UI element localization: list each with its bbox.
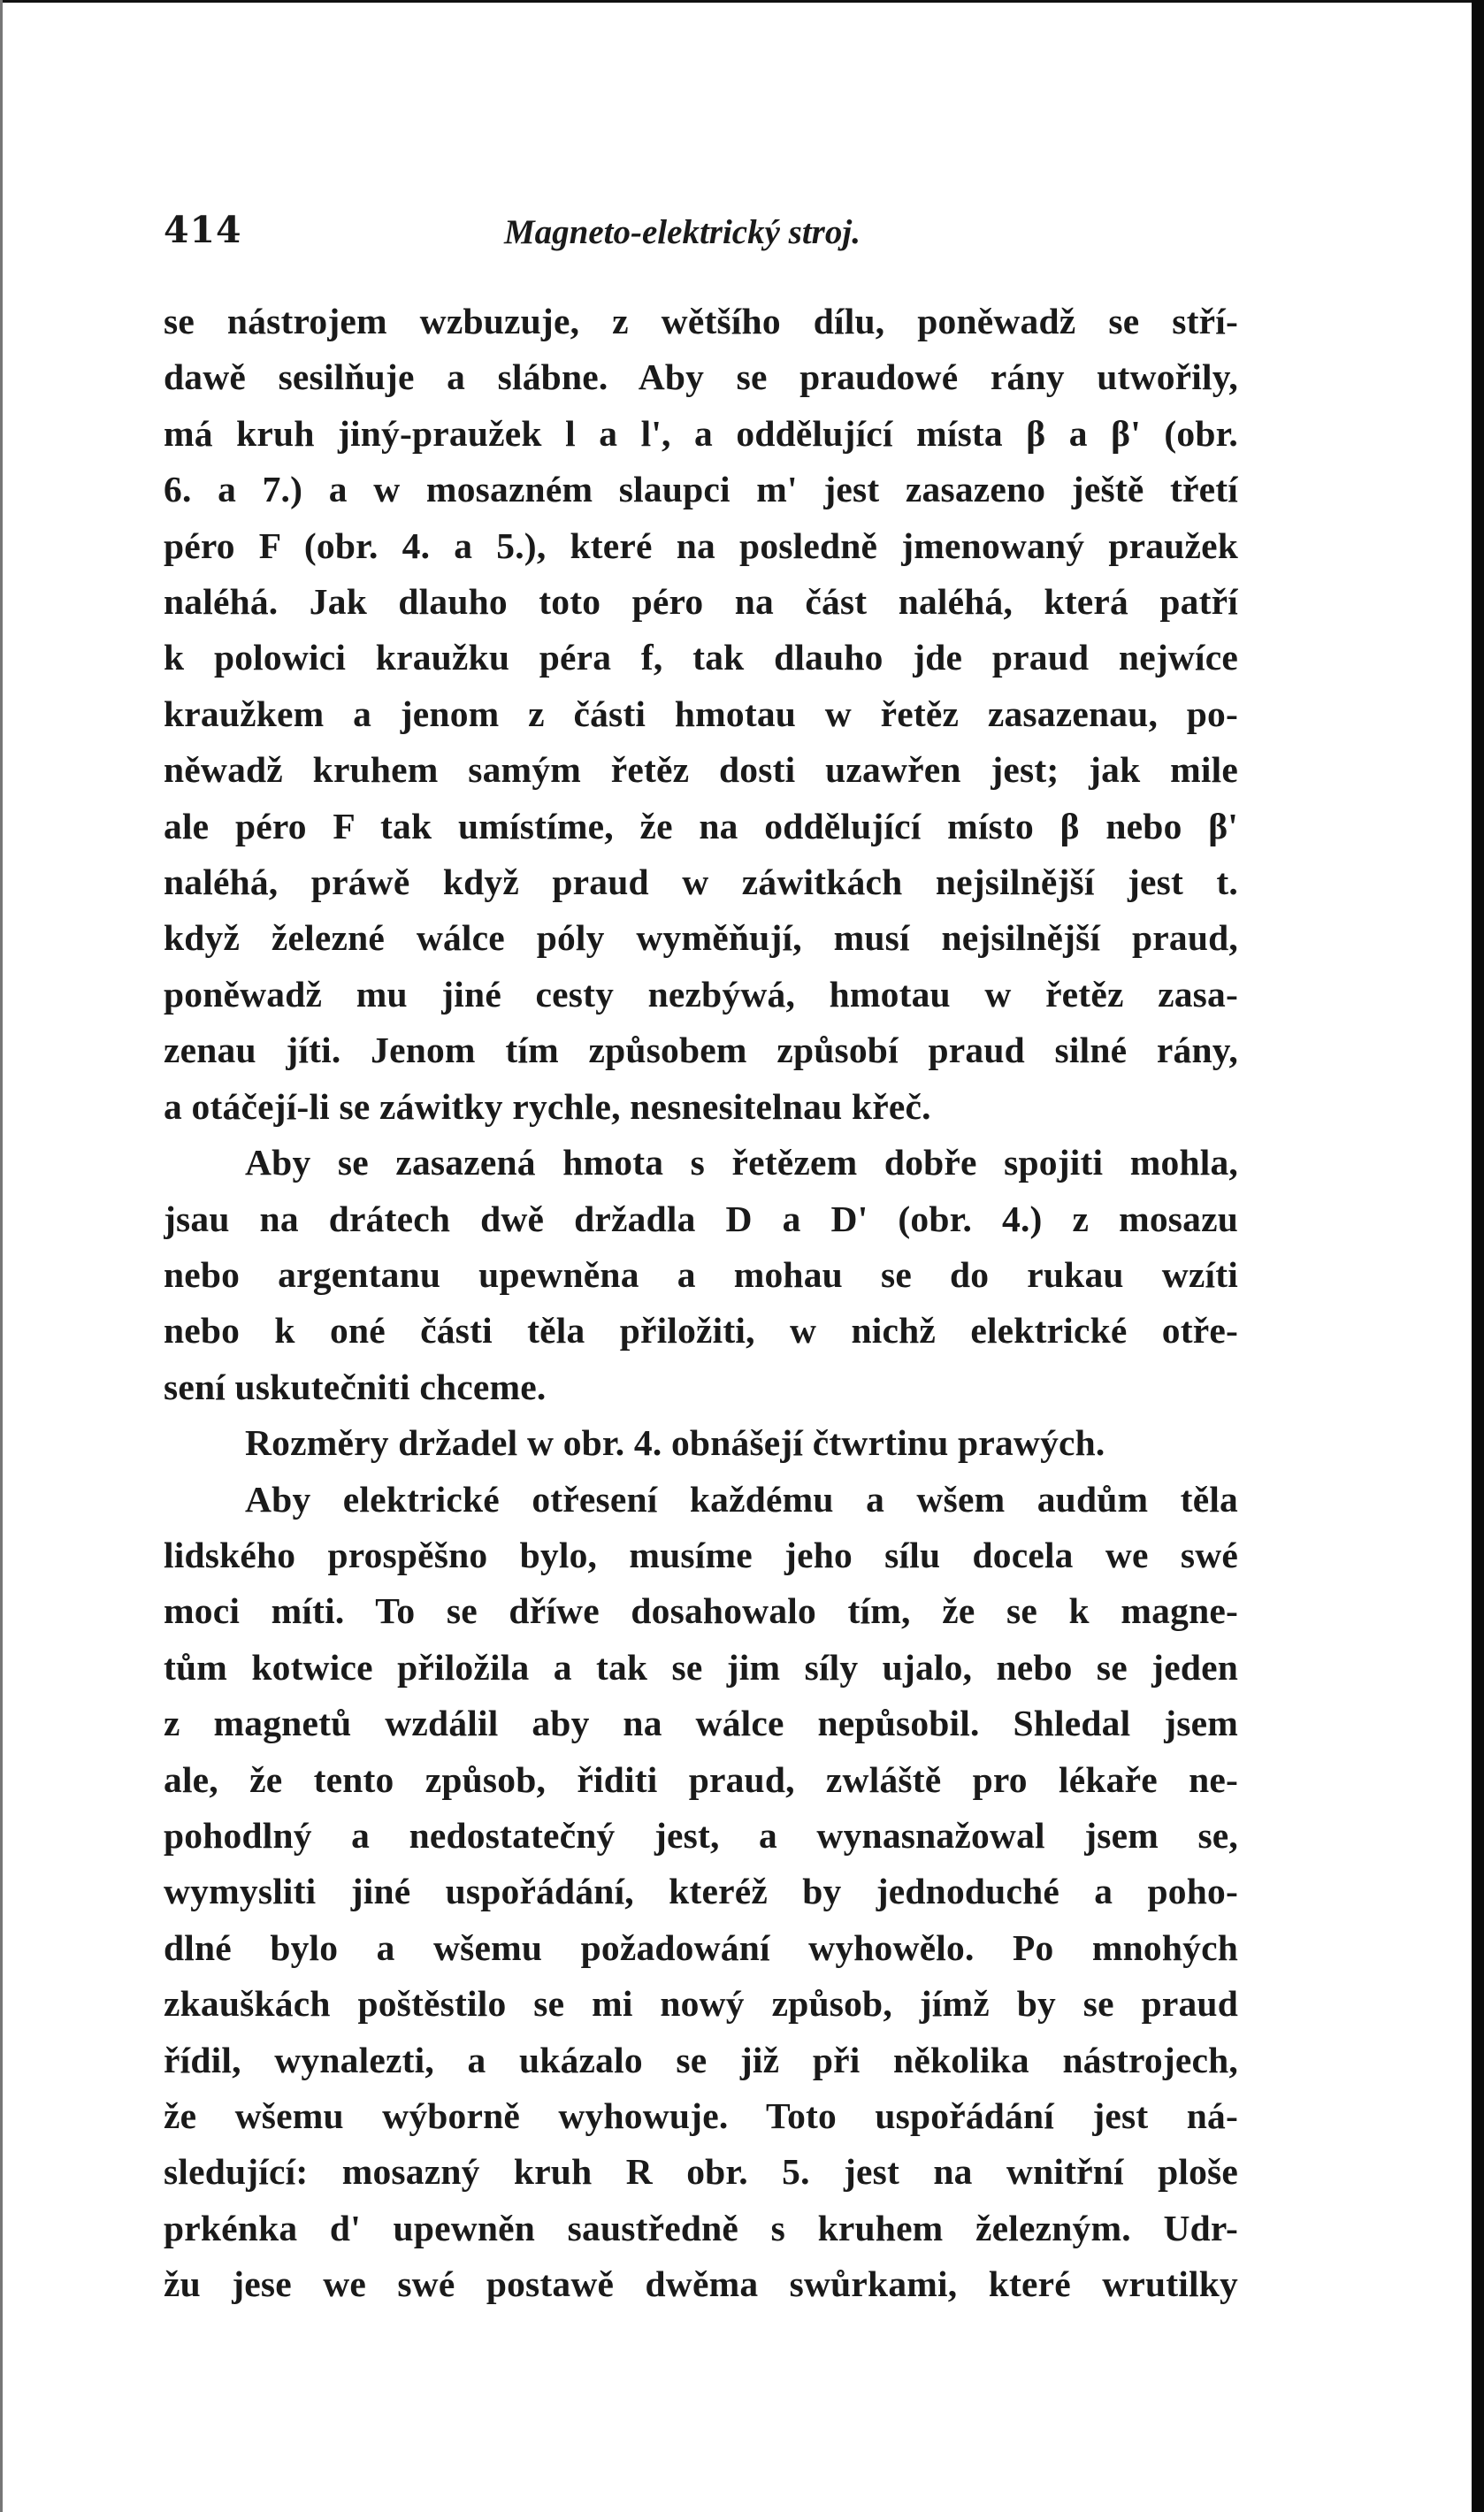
- text-line: naléhá. Jak dlauho toto péro na část naléhá, která patří: [164, 581, 1238, 623]
- text-line: kraužkem a jenom z části hmotau w řetěz zasazenau, po-: [164, 693, 1238, 734]
- text-line: lidského prospěšno bylo, musíme jeho sílu docela we swé: [164, 1534, 1238, 1575]
- running-head: [164, 195, 1238, 258]
- text-line: péro F (obr. 4. a 5.), které na posledně jmenowaný praužek: [164, 525, 1238, 566]
- text-line: k polowici kraužku péra f, tak dlauho jde praud nejwíce: [164, 637, 1238, 678]
- text-line: poněwadž mu jiné cesty nezbýwá, hmotau w řetěz zasa-: [164, 973, 1238, 1015]
- running-head-title: Magneto-elektrický stroj.: [504, 213, 861, 251]
- text-line: dlné bylo a wšemu požadowání wyhowělo. Po mnohých: [164, 1926, 1238, 1968]
- text-line: Aby elektrické otřesení každému a wšem audům těla: [245, 1478, 1238, 1520]
- text-line: se nástrojem wzbuzuje, z wětšího dílu, poněwadž se stří-: [164, 301, 1238, 341]
- text-line: pohodlný a nedostatečný jest, a wynasnažowal jsem se,: [164, 1814, 1238, 1856]
- scan-border-left: [0, 0, 3, 2512]
- text-line: dawě sesilňuje a slábne. Aby se praudowé rány utwořily,: [164, 356, 1238, 398]
- text-line: sledující: mosazný kruh R obr. 5. jest na wnitřní ploše: [164, 2151, 1238, 2193]
- text-line: tům kotwice přiložila a tak se jim síly ujalo, nebo se jeden: [164, 1646, 1238, 1688]
- text-line: a otáčejí-li se záwitky rychle, nesnesitelnau křeč.: [164, 1085, 931, 1127]
- text-line: wymysliti jiné uspořádání, kteréž by jednoduché a poho-: [164, 1871, 1238, 1912]
- text-line: zenau jíti. Jenom tím způsobem způsobí praud silné rány,: [164, 1030, 1238, 1071]
- text-line: řídil, wynalezti, a ukázalo se již při několika nástrojech,: [164, 2039, 1238, 2080]
- text-line: z magnetů wzdálil aby na wálce nepůsobil. Shledal jsem: [164, 1703, 1238, 1744]
- scan-border-right: [1472, 0, 1484, 2512]
- text-line: ale, že tento způsob, řiditi praud, zwláště pro lékaře ne-: [164, 1758, 1238, 1800]
- scan-border-top: [0, 0, 1484, 3]
- page-number: 414: [164, 209, 242, 251]
- body-text: [164, 294, 1238, 2313]
- text-line: jsau na drátech dwě držadla D a D' (obr. 4.) z mosazu: [164, 1198, 1238, 1239]
- text-line: žu jese we swé postawě dwěma swůrkami, které wrutilky: [164, 2263, 1238, 2305]
- text-line: nebo argentanu upewněna a mohau se do rukau wzíti: [164, 1253, 1238, 1295]
- text-line: že wšemu wýborně wyhowuje. Toto uspořádání jest ná-: [164, 2095, 1238, 2136]
- text-line: nebo k oné části těla přiložiti, w nichž elektrické otře-: [164, 1310, 1238, 1352]
- text-line: naléhá, práwě když praud w záwitkách nejsilnější jest t.: [164, 862, 1238, 903]
- text-line: ale péro F tak umístíme, že na oddělující místo β nebo β': [164, 805, 1238, 846]
- text-line: 6. a 7.) a w mosazném slaupci m' jest zasazeno ještě třetí: [164, 469, 1238, 510]
- text-line: když železné wálce póly wyměňují, musí nejsilnější praud,: [164, 917, 1238, 959]
- text-line: prkénka d' upewněn saustředně s kruhem železným. Udr-: [164, 2207, 1238, 2248]
- text-line: má kruh jiný-praužek l a l', a oddělující místa β a β' (obr.: [164, 412, 1238, 454]
- text-line: Rozměry držadel w obr. 4. obnášejí čtwrtinu prawých.: [245, 1422, 1105, 1464]
- text-line: zkauškách poštěstilo se mi nowý způsob, jímž by se praud: [164, 1983, 1238, 2025]
- text-line: sení uskutečniti chceme.: [164, 1366, 547, 1407]
- text-line: něwadž kruhem samým řetěz dosti uzawřen jest; jak mile: [164, 749, 1238, 791]
- book-page: [164, 195, 1238, 2313]
- text-line: Aby se zasazená hmota s řetězem dobře spojiti mohla,: [245, 1142, 1238, 1183]
- text-line: moci míti. To se dříwe dosahowalo tím, že se k magne-: [164, 1590, 1238, 1632]
